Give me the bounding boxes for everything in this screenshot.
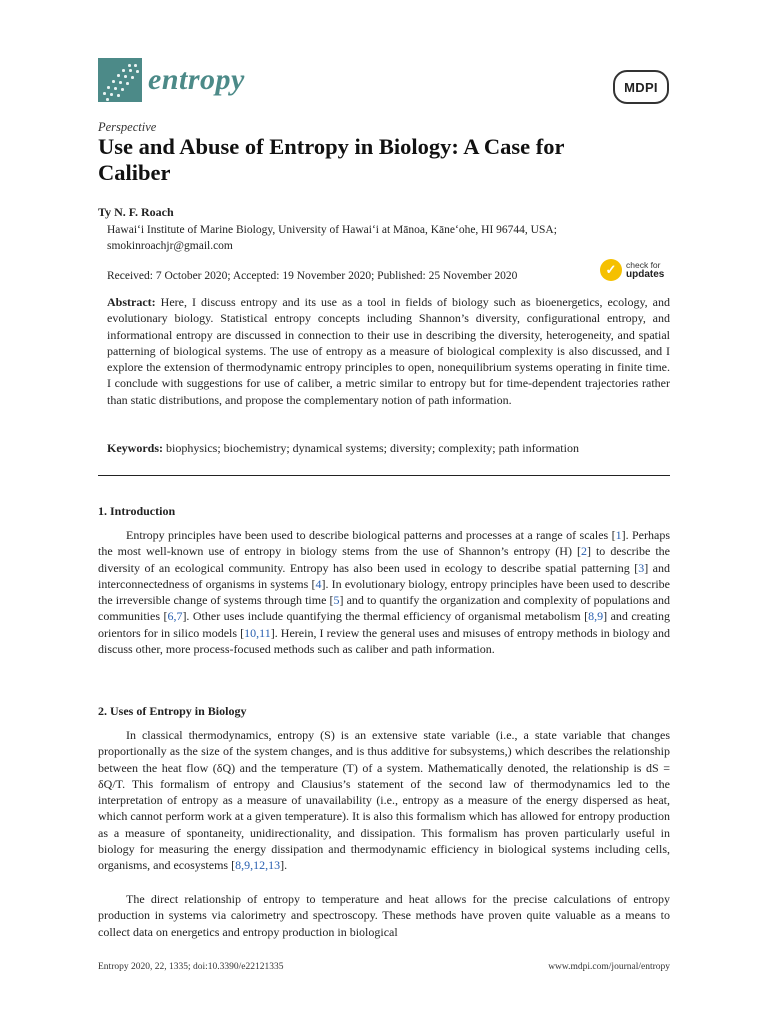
section-heading-uses: 2. Uses of Entropy in Biology — [98, 704, 247, 718]
keywords-text: biophysics; biochemistry; dynamical systems; diversity; complexity; path information — [166, 441, 579, 455]
citation-link[interactable]: 8,9 — [588, 609, 604, 624]
journal-logo-mark-icon — [98, 58, 142, 102]
check-for-updates-badge[interactable] — [600, 259, 664, 281]
citation-link[interactable]: 2 — [580, 544, 587, 559]
keywords — [107, 441, 670, 456]
citation-link[interactable]: 6,7 — [167, 609, 183, 624]
paragraph-uses-1: In classical thermodynamics, entropy (S) is an extensive state variable (i.e., a state variable that changes proportionally as the size of the system changes, and is thus additive for subsystems,) which describes the relationship between the heat flow (δQ) and the temperature (T) of a system. Mathematically denoted, the relationship is dS = δQ/T. This formalism of entropy and Clausius’s statement of the second law of thermodynamics led to the interpretation of entropy as a measure of unavailability (i.e., entropy as a measure of the energy dispersed as heat, which cannot perform work at a given temperature). It is also this formalism which has allowed for entropy production as a measure of spontaneity, unidirectionality, and dissipation. This formalism has proven particularly useful in biology for measuring the energy dissipation and thermodynamic efficiency in biological systems including cells, organisms, and ecosystems [8,9,12,13]. — [98, 728, 670, 873]
citation-link[interactable]: 1 — [615, 528, 622, 542]
paragraph-introduction: Entropy principles have been used to describe biological patterns and processes at a range of scales [1]. Perhaps the most well-known use of entropy in biology stems from the use of Shannon’s entropy (H) [2] to describe the diversity of an ecological community. Entropy has also been used in ecology to describe spatial patterning [3] and interconnectedness of organisms in systems [4]. In evolutionary biology, entropy principles have been used to describe the irreversible change of systems through time [5] and to quantify the organization and complexity of populations and communities [6,7]. Other uses include quantifying the thermal efficiency of organismal metabolism [8,9] and creating orientors for in silico models [10,11]. Herein, I review the general uses and misuses of entropy methods in biology and discuss other, more process-focused methods such as caliber and path information. — [98, 528, 671, 657]
citation-link[interactable]: 5 — [333, 593, 340, 608]
publisher-name: MDPI — [613, 70, 669, 104]
section-divider — [98, 475, 670, 476]
footer-citation: Entropy 2020, 22, 1335; doi:10.3390/e22121335 — [98, 962, 284, 972]
paper-title: Use and Abuse of Entropy in Biology: A Case for Caliber — [98, 134, 565, 185]
citation-link[interactable]: 10,11 — [244, 625, 271, 640]
author-name: Ty N. F. Roach — [98, 205, 174, 219]
abstract-text: Here, I discuss entropy and its use as a tool in fields of biology such as bioenergetics, ecology, and evolutionary biology. Statistical entropy concepts including Shannon’s diversity, configurational entropy, and informational entropy are discussed in connection to their use in describing the diversity, heterogeneity, and spatial patterning of biological systems. The use of entropy as a measure of biological complexity is also discussed, and I explore the extension of thermodynamic entropy principles to open, nonequilibrium systems operating in finite time. I conclude with suggestions for use of caliber, a metric similar to entropy but for time-dependent trajectories rather than static distributions, and propose the complementary notion of path information. — [107, 295, 671, 407]
article-type: Perspective — [98, 120, 157, 134]
affiliation-line: Hawai‘i Institute of Marine Biology, University of Hawai‘i at Mānoa, Kāne‘ohe, HI 96744, USA; — [107, 224, 557, 236]
publisher-logo — [613, 70, 669, 104]
abstract-label: Abstract: — [107, 295, 156, 309]
author-affiliation — [107, 222, 627, 254]
journal-logo — [98, 58, 245, 102]
check-updates-icon: ✓ — [600, 259, 622, 281]
footer-url[interactable]: www.mdpi.com/journal/entropy — [548, 962, 670, 972]
citation-link[interactable]: 3 — [638, 560, 645, 575]
publication-dates: Received: 7 October 2020; Accepted: 19 November 2020; Published: 25 November 2020 — [107, 270, 518, 282]
citation-link[interactable]: 4 — [315, 576, 322, 591]
updates-badge-line2: updates — [626, 269, 665, 280]
section-heading-introduction: 1. Introduction — [98, 504, 176, 518]
keywords-label: Keywords: — [107, 441, 163, 455]
updates-badge-line1: check for — [626, 260, 661, 270]
journal-name: entropy — [148, 63, 245, 96]
abstract — [107, 294, 670, 408]
citation-link[interactable]: 8,9,12,13 — [235, 858, 281, 873]
paragraph-uses-2: The direct relationship of entropy to temperature and heat allows for the precise calculations of entropy production in systems via calorimetry and spectroscopy. These methods have proven quite valuable as a means to collect data on energetics and entropy production in biological — [98, 892, 670, 939]
author-email[interactable]: smokinroachjr@gmail.com — [107, 240, 233, 252]
